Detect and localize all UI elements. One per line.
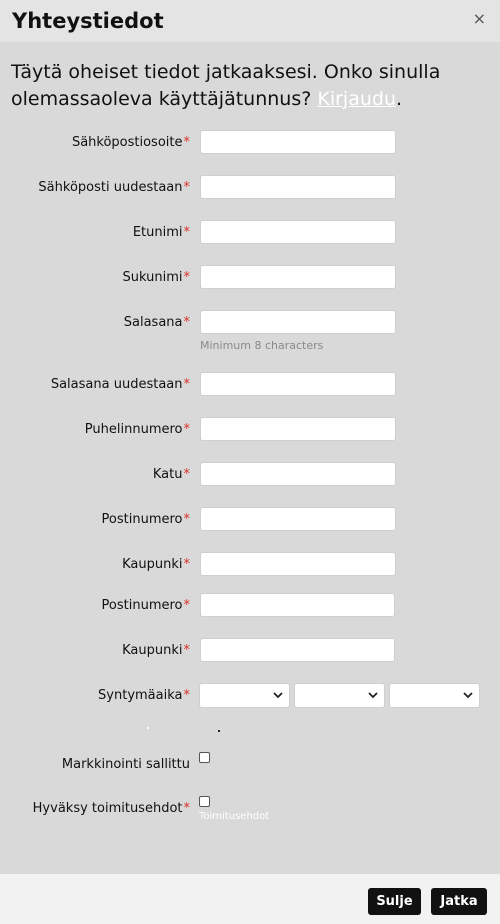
continue-button[interactable]: Jatka (431, 888, 487, 915)
street-field[interactable] (200, 462, 396, 486)
chevron-down-icon (368, 688, 378, 702)
chevron-down-icon (273, 688, 283, 702)
city-label: Kaupunki* (122, 557, 190, 572)
email-confirm-label: Sähköposti uudestaan* (38, 180, 190, 195)
email-label: Sähköpostiosoite* (71, 135, 190, 150)
terms-link[interactable]: Toimitusehdot (199, 811, 270, 822)
intro-end: . (396, 88, 403, 110)
intro-text (11, 59, 491, 113)
password-field[interactable] (200, 310, 396, 334)
password-hint: Minimum 8 characters (200, 339, 324, 352)
field-row-postal-code (0, 507, 500, 533)
city-2-field[interactable] (200, 638, 395, 662)
decorative-dot (218, 730, 220, 732)
dialog-footer (0, 874, 500, 924)
field-row-street (0, 462, 500, 488)
terms-label: Hyväksy toimitusehdot* (32, 801, 190, 816)
postal-code-2-label: Postinumero* (101, 598, 190, 613)
firstname-label: Etunimi* (132, 225, 190, 240)
chevron-down-icon (463, 688, 473, 702)
phone-field[interactable] (200, 417, 396, 441)
birthdate-month-select[interactable] (294, 683, 385, 708)
postal-code-field[interactable] (200, 507, 396, 531)
marketing-row (0, 752, 500, 778)
field-row-phone (0, 417, 500, 443)
field-row-city-2 (0, 638, 500, 664)
birthdate-label: Syntymäaika* (98, 688, 190, 703)
password-label: Salasana* (123, 315, 190, 330)
phone-label: Puhelinnumero* (84, 422, 190, 437)
postal-code-label: Postinumero* (101, 512, 190, 527)
field-row-postal-code-2 (0, 593, 500, 619)
password-confirm-label: Salasana uudestaan* (50, 377, 190, 392)
field-row-city (0, 552, 500, 578)
close-icon[interactable]: × (472, 9, 486, 28)
postal-code-2-field[interactable] (200, 593, 395, 617)
decorative-dot (147, 727, 149, 729)
marketing-checkbox[interactable] (199, 752, 210, 763)
email-confirm-field[interactable] (200, 175, 396, 199)
field-row-lastname (0, 265, 500, 291)
field-row-password (0, 310, 500, 336)
login-link[interactable]: Kirjaudu (317, 88, 396, 110)
terms-checkbox[interactable] (199, 796, 210, 807)
birthdate-year-select[interactable] (389, 683, 480, 708)
lastname-field[interactable] (200, 265, 396, 289)
dialog-title: Yhteystiedot (12, 9, 164, 33)
city-field[interactable] (200, 552, 396, 576)
email-field[interactable] (200, 130, 396, 154)
marketing-label: Markkinointi sallittu (61, 757, 190, 772)
password-confirm-field[interactable] (200, 372, 396, 396)
city-2-label: Kaupunki* (122, 643, 190, 658)
intro-sentence: Täytä oheiset tiedot jatkaaksesi. Onko sinulla olemassaoleva käyttäjätunnus? (11, 61, 441, 110)
lastname-label: Sukunimi* (122, 270, 190, 285)
field-row-email (0, 130, 500, 156)
field-row-email-confirm (0, 175, 500, 201)
street-label: Katu* (152, 467, 190, 482)
birthdate-day-select[interactable] (199, 683, 290, 708)
firstname-field[interactable] (200, 220, 396, 244)
field-row-password-confirm (0, 372, 500, 398)
close-button[interactable]: Sulje (368, 888, 421, 915)
field-row-firstname (0, 220, 500, 246)
